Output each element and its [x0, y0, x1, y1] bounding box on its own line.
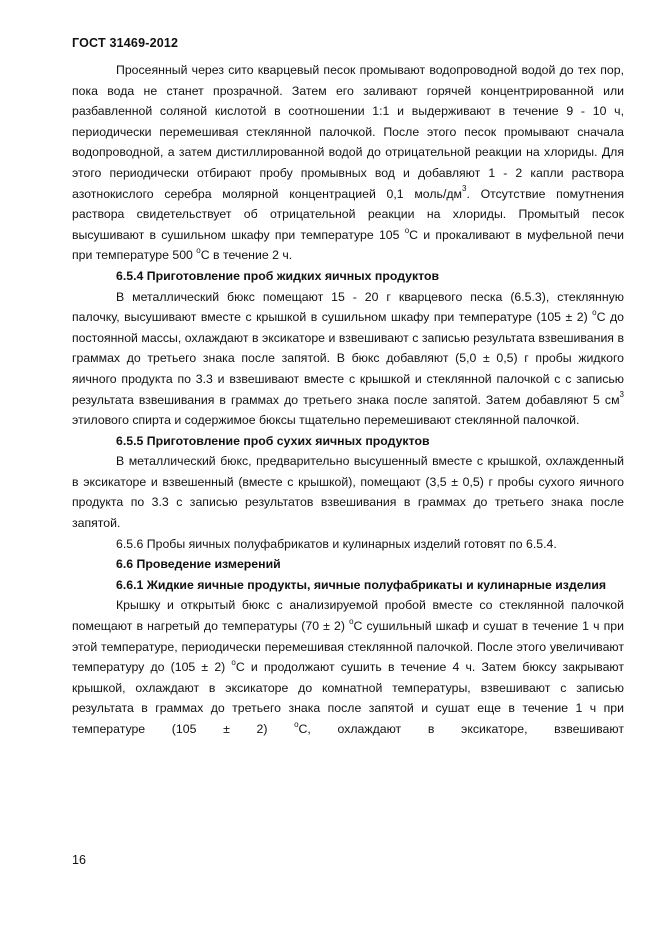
- section-heading-6-5-4: 6.5.4 Приготовление проб жидких яичных продуктов: [116, 268, 440, 283]
- paragraph-measurement-procedure: Крышку и открытый бюкс с анализируемой пробой вместе со стеклянной палочкой помещают в нагретый до температуры (70 ± 2) $^о$С сушильный шкаф и сушат в течение 1 ч при этой температуре, периодически перемешивая стеклянной палочкой. После этого увеличивают температуру до (105 ± 2) $^о$С и продолжают сушить в течение 4 ч. Затем бюксу закрывают крышкой, охлаждают в эксикаторе до комнатной температуры, взвешивают с записью результата в граммах до третьего знака после запятой и сушат еще в течение 1 ч при температуре (105 ± 2) $^о$С, охлаждают в эксикаторе, взвешивают: [72, 598, 624, 736]
- standard-header: ГОСТ 31469-2012: [72, 36, 179, 50]
- section-heading-6-6-1: 6.6.1 Жидкие яичные продукты, яичные полуфабрикаты и кулинарные изделия: [116, 577, 607, 592]
- paragraph-dry-samples: В металлический бюкс, предварительно высушенный вместе с крышкой, охлажденный в эксикаторе и взвешенный (вместе с крышкой), помещают (3,5 ± 0,5) г пробы сухого яичного продукта по 3.3 с записью результатов взвешивания в граммах до третьего знака после запятой.: [72, 454, 624, 531]
- section-heading-6-5-5: 6.5.5 Приготовление проб сухих яичных продуктов: [116, 433, 430, 448]
- paragraph-sand-preparation: Просеянный через сито кварцевый песок промывают водопроводной водой до тех пор, пока вода не станет прозрачной. Затем его заливают горячей концентрированной или разбавленной соляной кислотой в соотношении 1:1 и выдерживают в течение 9 - 10 ч, периодически перемешивая стеклянной палочкой. После этого песок промывают сначала водопроводной, а затем дистиллированной водой до отрицательной реакции на хлориды. Для этого периодически отбирают пробу промывных вод и добавляют 1 - 2 капли раствора азотнокислого серебра молярной концентрацией 0,1 моль/$дм^3$. Отсутствие помутнения раствора свидетельствует об отрицательной реакции на хлориды. Промытый песок высушивают в сушильном шкафу при температуре 105 $^о$С и прокаливают в муфельной печи при температуре 500 $^о$С в течение 2 ч.: [72, 63, 624, 263]
- document-body: [72, 60, 624, 740]
- page-number: 16: [72, 853, 86, 867]
- section-heading-6-6: 6.6 Проведение измерений: [116, 557, 281, 572]
- paragraph-liquid-samples: В металлический бюкс помещают 15 - 20 г кварцевого песка (6.5.3), стеклянную палочку, высушивают вместе с крышкой в сушильном шкафу при температуре (105 ± 2) $^о$С до постоянной массы, охлаждают в эксикаторе и взвешивают с записью результата взвешивания в граммах до третьего знака после запятой. В бюкс добавляют (5,0 ± 0,5) г пробы жидкого яичного продукта по 3.3 и взвешивают вместе с крышкой и стеклянной палочкой с с записью результата взвешивания в граммах до третьего знака после запятой. Затем добавляют 5 $см^3$ этилового спирта и содержимое бюксы тщательно перемешивают стеклянной палочкой.: [72, 289, 625, 428]
- paragraph-6-5-6: 6.5.6 Пробы яичных полуфабрикатов и кулинарных изделий готовят по 6.5.4.: [116, 536, 557, 551]
